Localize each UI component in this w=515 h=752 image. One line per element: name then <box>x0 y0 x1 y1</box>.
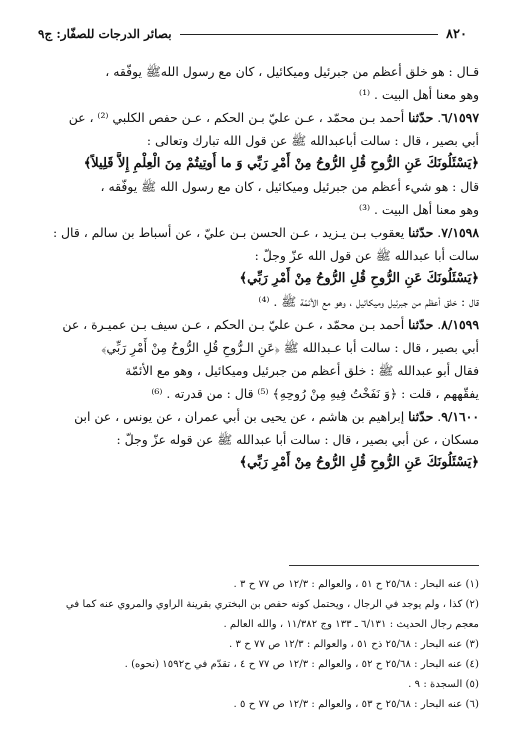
text-line: وهو معنا أهل البيت . ⁽³⁾ <box>359 202 479 217</box>
footnote: (١) عنه البحار : ٢٥/٦٨ ح ٥١ ، والعوالم : ١٢/٣ ص ٧٧ ح ٣ . <box>233 579 479 590</box>
footnote: (٤) عنه البحار : ٢٥/٦٨ ح ٥٢ ، والعوالم : ١٢/٣ ص ٧٧ ح ٤ ، تقدّم في ح١٥٩٢ (نحوه) . <box>124 659 479 670</box>
page-number: ٨٢٠ <box>446 26 467 42</box>
text-line: قال : خلق أعظم من جبرئيل وميكائيل ، وهو مع الأئمّة ﷺ . ⁽⁴⁾ <box>258 294 479 309</box>
footnote: (٢) كذا ، ولم يوجد في الرجال ، ويحتمل كونه حفص بن البختري بقرينة الراوي والمروي عنه كما في <box>65 599 479 610</box>
hadith-number: ٩/١٦٠٠ <box>441 409 479 424</box>
hadith-block <box>34 221 479 313</box>
hadith-block <box>34 60 479 106</box>
text-line: مسكان ، عن أبي بصير ، قال : سالت أبا عبدالله ﷺ عن قوله عزّ وجلّ : <box>116 432 479 447</box>
hadith-text: أحمد بـن محمّد ، عـن عليّ بـن الحكم ، عـن حفص الكلبي ⁽²⁾ ، عن <box>68 110 405 125</box>
hadith-text: يعقوب بـن يـزيد ، عـن الحسن بـن عليّ ، عن أسباط بن سالم ، قال : <box>52 225 405 240</box>
text-line: قـال : هو خلق أعظم من جبرئيل وميكائيل ، كان مع رسول اللهﷺ يوفّقه ، <box>105 64 479 79</box>
running-title: بصائر الدرجات للصفّار: ج٩ <box>38 27 172 41</box>
text-line: أبي بصير ، قال : سالت أباعبدالله ﷺ عن قول الله تبارك وتعالى : <box>146 133 479 148</box>
hadith-text: أحمد بـن محمّد ، عـن عليّ بـن الحكم ، عـن سيف بـن عميـرة ، عن <box>62 317 405 332</box>
quran-verse: ﴿يَسْئَلُونَكَ عَنِ الرُّوحِ قُلِ الرُّوحُ مِنْ أَمْرِ رَبِّي﴾ <box>239 455 479 470</box>
hadith-number: ٦/١٥٩٧ <box>441 110 479 125</box>
text-line: فقال أبو عبدالله ﷺ : خلق أعظم من جبرئيل وميكائيل ، وهو مع الأئمّة <box>125 363 479 378</box>
main-text <box>34 60 479 474</box>
footnote: (٥) السجدة : ٩ . <box>408 679 479 690</box>
text-line: سالت أبا عبدالله ﷺ عن قول الله عزّ وجلّ : <box>254 248 479 263</box>
hadith-number: ٧/١٥٩٨ <box>441 225 479 240</box>
text-line: ٩/١٦٠٠. حدّثنا إبراهيم بن هاشم ، عن يحيى بن أبي عمران ، عن يونس ، عن ابن <box>74 409 479 424</box>
header-rule <box>180 34 439 35</box>
quran-verse: ﴿يَسْئَلُونَكَ عَنِ الرُّوحِ قُلِ الرُّوحُ مِنْ أَمْرِ رَبِّي وَ ما أُوتِيتُمْ مِنَ الْعِلْمِ إِلاَّ قَلِيلاً﴾ <box>83 156 479 171</box>
text-line: وهو معنا أهل البيت . ⁽¹⁾ <box>359 87 479 102</box>
footnotes <box>34 575 479 715</box>
text-line: قال : هو شيء أعظم من جبرئيل وميكائيل ، كان مع رسول الله ﷺ يوفّقه ، <box>100 179 479 194</box>
hadith-lead: حدّثنا <box>408 225 434 240</box>
hadith-block <box>34 106 479 221</box>
footnote: (٣) عنه البحار : ٢٥/٦٨ ذح ٥١ ، والعوالم : ١٢/٣ ص ٧٧ ح ٣ . <box>229 639 479 650</box>
text-line: أبي بصير ، قال : سالت أبا عـبدالله ﷺ ﴿عَنِ الـرُّوحِ قُلِ الرُّوحُ مِنْ أَمْرِ رَبِّي﴾ <box>101 340 479 355</box>
hadith-lead: حدّثنا <box>408 110 434 125</box>
running-head <box>38 24 467 44</box>
quran-verse: ﴿يَسْئَلُونَكَ عَنِ الرُّوحِ قُلِ الرُّوحُ مِنْ أَمْرِ رَبِّي﴾ <box>239 271 479 286</box>
hadith-block <box>34 313 479 405</box>
text-line: يفقّههم ، قلت : ﴿وَ نَفَخْتُ فِيهِ مِنْ رُوحِهِ﴾ ⁽⁵⁾ قال : من قدرته . ⁽⁶⁾ <box>151 386 479 401</box>
hadith-number: ٨/١٥٩٩ <box>441 317 479 332</box>
footnote-continuation: معجم رجال الحديث : ٦/١٣١ ـ ١٣٣ وج ١١/٣٨٢ ، والله العالم . <box>223 619 479 630</box>
text-line: ٧/١٥٩٨. حدّثنا يعقوب بـن يـزيد ، عـن الحسن بـن عليّ ، عن أسباط بن سالم ، قال : <box>52 225 479 240</box>
hadith-lead: حدّثنا <box>408 317 434 332</box>
hadith-block <box>34 405 479 474</box>
hadith-text: إبراهيم بن هاشم ، عن يحيى بن أبي عمران ، عن يونس ، عن ابن <box>74 409 405 424</box>
footnote-rule <box>289 565 479 566</box>
text-line: ٦/١٥٩٧. حدّثنا أحمد بـن محمّد ، عـن عليّ بـن الحكم ، عـن حفص الكلبي ⁽²⁾ ، عن <box>68 110 479 125</box>
footnote: (٦) عنه البحار : ٢٥/٦٨ ح ٥٣ ، والعوالم : ١٢/٣ ص ٧٧ ح ٥ . <box>233 699 479 710</box>
hadith-lead: حدّثنا <box>408 409 434 424</box>
text-line: ٨/١٥٩٩. حدّثنا أحمد بـن محمّد ، عـن عليّ بـن الحكم ، عـن سيف بـن عميـرة ، عن <box>62 317 479 332</box>
